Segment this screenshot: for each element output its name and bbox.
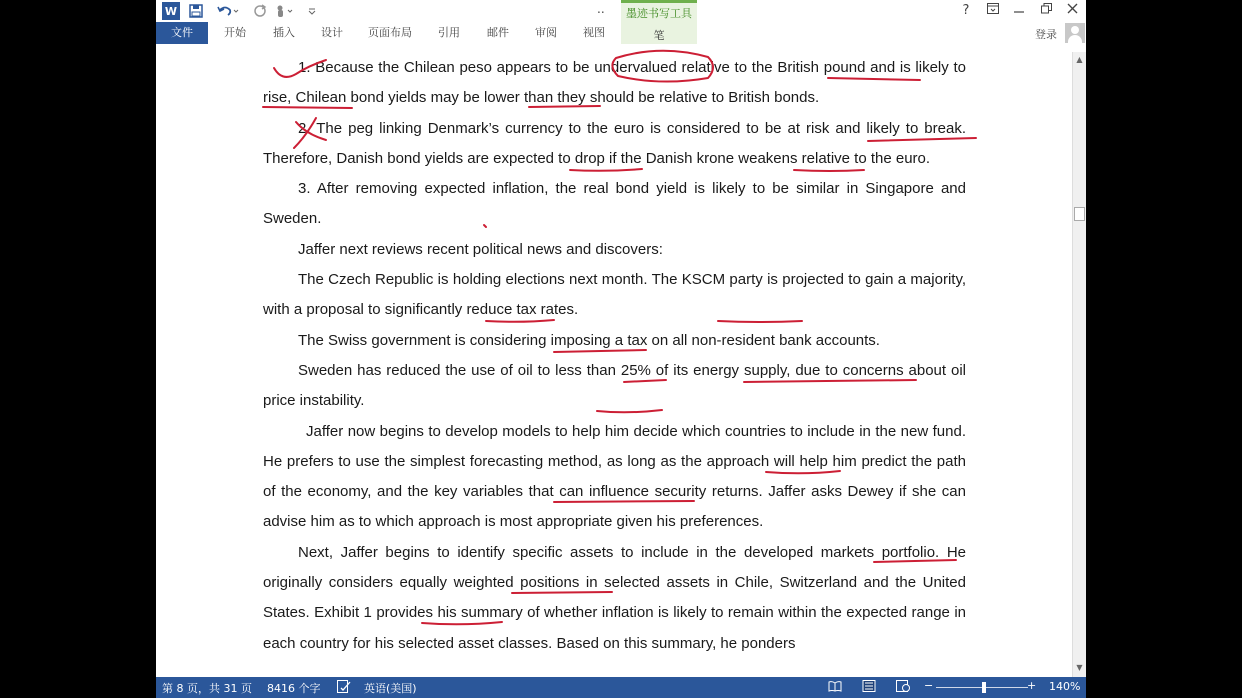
web-layout-icon[interactable] xyxy=(896,680,910,695)
vertical-scrollbar[interactable] xyxy=(1072,52,1086,677)
document-page[interactable] xyxy=(263,53,966,659)
minimize-icon[interactable] xyxy=(1009,2,1029,20)
tab-file[interactable]: 文件 xyxy=(156,22,208,44)
tab-home[interactable]: 开始 xyxy=(224,26,246,39)
tab-view[interactable]: 视图 xyxy=(583,26,605,39)
tab-references[interactable]: 引用 xyxy=(438,26,460,39)
status-bar xyxy=(156,677,1086,698)
proofing-icon[interactable] xyxy=(337,680,351,696)
ink-tools-title: 墨迹书写工具 xyxy=(626,7,692,20)
read-mode-icon[interactable] xyxy=(828,680,842,695)
scroll-up-arrow-icon[interactable]: ▲ xyxy=(1076,55,1083,64)
touch-mode-icon[interactable] xyxy=(272,2,296,20)
undo-icon[interactable] xyxy=(216,2,240,20)
scroll-thumb[interactable] xyxy=(1074,207,1085,221)
paragraph-8[interactable]: Jaffer now begins to develop models to help him decide which countries to include in the new fund. He prefers to use the simplest forecasting method, as long as the approach will help him predict the path of the economy, and the key variables that can influence security returns. Jaffer asks Dewey if she can advise him as to which approach is most appropriate given his preferences. xyxy=(263,422,966,531)
close-icon[interactable] xyxy=(1062,2,1082,20)
tab-pen[interactable]: 笔 xyxy=(653,29,665,42)
help-icon[interactable]: ? xyxy=(962,3,970,18)
paragraph-5[interactable]: The Czech Republic is holding elections next month. The KSCM party is projected to gain a majority, with a proposal to significantly reduce tax rates. xyxy=(263,271,966,319)
ribbon-tabs xyxy=(156,22,1086,44)
document-area[interactable] xyxy=(156,44,1072,677)
paragraph-7[interactable]: Sweden has reduced the use of oil to less than 25% of its energy supply, due to concerns about oil price instability. xyxy=(263,361,966,410)
tab-mailings[interactable]: 邮件 xyxy=(487,26,509,39)
page-count[interactable]: 第 8 页，共 31 页 xyxy=(162,682,252,695)
paragraph-6[interactable]: The Swiss government is considering imposing a tax on all non-resident bank accounts. xyxy=(298,331,880,349)
tab-page-layout[interactable]: 页面布局 xyxy=(368,26,412,39)
zoom-in-button[interactable]: + xyxy=(1027,679,1037,692)
avatar[interactable] xyxy=(1065,23,1085,43)
paragraph-1[interactable]: 1. Because the Chilean peso appears to be undervalued relative to the British pound and is likely to rise, Chilean bond yields may be lower than they should be relative to British bonds. xyxy=(263,59,966,107)
word-app-icon[interactable]: W xyxy=(162,2,180,20)
tab-review[interactable]: 审阅 xyxy=(535,26,557,39)
word-count[interactable]: 8416 个字 xyxy=(267,682,321,695)
scroll-down-arrow-icon[interactable]: ▼ xyxy=(1076,663,1083,672)
language-indicator[interactable]: 英语(美国) xyxy=(364,682,417,695)
redo-icon[interactable] xyxy=(252,2,268,20)
ribbon-display-options-icon[interactable] xyxy=(983,2,1003,20)
sign-in-link[interactable]: 登录 xyxy=(1035,28,1057,41)
paragraph-9[interactable]: Next, Jaffer begins to identify specific assets to include in the developed markets portfolio. He originally considers equally weighted positions in selected assets in Chile, Switzerland and the United States. Exhibit 1 provides his summary of whether inflation is likely to remain within the expected range in each country for his selected asset classes. Based on this summary, he ponders xyxy=(263,543,966,652)
paragraph-3[interactable]: 3. After removing expected inflation, the real bond yield is likely to be similar in Singapore and Sweden. xyxy=(263,180,966,228)
save-icon[interactable] xyxy=(188,2,204,20)
restore-icon[interactable] xyxy=(1036,2,1056,20)
word-window xyxy=(156,0,1086,698)
paragraph-2[interactable]: 2. The peg linking Denmark’s currency to the euro is considered to be at risk and likely to break. Therefore, Danish bond yields are expected to drop if the Danish krone weakens relative to the euro. xyxy=(263,119,966,167)
customize-quick-access-icon[interactable] xyxy=(306,2,318,20)
avatar-head xyxy=(1071,26,1079,34)
zoom-out-button[interactable]: − xyxy=(924,679,934,692)
zoom-slider-thumb[interactable] xyxy=(982,682,986,693)
print-layout-icon[interactable] xyxy=(862,680,876,695)
tab-design[interactable]: 设计 xyxy=(321,26,343,39)
title-text: .. xyxy=(597,2,605,16)
avatar-body xyxy=(1068,35,1082,43)
tab-insert[interactable]: 插入 xyxy=(273,26,295,39)
paragraph-4[interactable]: Jaffer next reviews recent political news and discovers: xyxy=(298,240,663,258)
zoom-level[interactable]: 140% xyxy=(1049,680,1081,693)
